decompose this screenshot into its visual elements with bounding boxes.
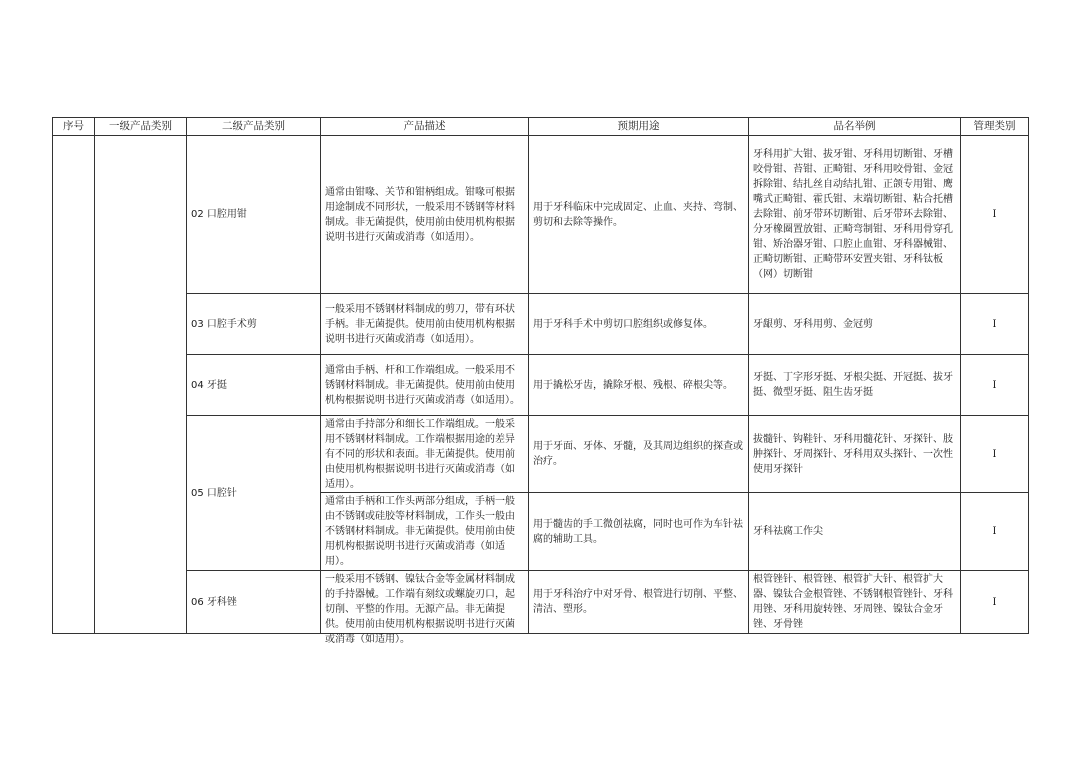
header-management-class: 管理类别 — [961, 118, 1029, 136]
description-cell-wrapper — [321, 571, 529, 645]
description-cell: 通常由钳喙、关节和钳柄组成。钳喙可根据用途制成不同形状，一般采用不锈钢等材料制成。非无菌提供，使用前由使用机构根据说明书进行灭菌或消毒（如适用）。 — [321, 136, 529, 294]
table-row — [53, 571, 1029, 634]
table-header-row — [53, 118, 1029, 136]
description-cell: 通常由手柄、杆和工作端组成。一般采用不锈钢材料制成。非无菌提供。使用前由使用机构根据说明书进行灭菌或消毒（如适用）。 — [321, 355, 529, 416]
management-class-cell: I — [961, 416, 1029, 493]
serial-cell — [53, 136, 95, 634]
table-row — [53, 294, 1029, 355]
management-class-cell: I — [961, 493, 1029, 571]
description-cell: 通常由手柄和工作头两部分组成，手柄一般由不锈钢或硅胶等材料制成，工作头一般由不锈钢材料制成。非无菌提供。使用前由使用机构根据说明书进行灭菌或消毒（如适用）。 — [321, 493, 529, 571]
header-serial: 序号 — [53, 118, 95, 136]
header-primary-category: 一级产品类别 — [95, 118, 187, 136]
management-class-cell: I — [961, 571, 1029, 634]
table-row — [53, 416, 1029, 493]
intended-use-cell: 用于牙科手术中剪切口腔组织或修复体。 — [529, 294, 749, 355]
examples-cell: 牙科祛腐工作尖 — [749, 493, 961, 571]
header-product-description: 产品描述 — [321, 118, 529, 136]
intended-use-cell: 用于牙面、牙体、牙髓，及其周边组织的探查或治疗。 — [529, 416, 749, 493]
primary-category-cell — [95, 136, 187, 634]
table-row — [53, 136, 1029, 294]
table-row — [53, 355, 1029, 416]
examples-cell: 牙挺、丁字形牙挺、牙根尖挺、开冠挺、拔牙挺、微型牙挺、阻生齿牙挺 — [749, 355, 961, 416]
header-intended-use: 预期用途 — [529, 118, 749, 136]
intended-use-cell: 用于牙科治疗中对牙骨、根管进行切削、平整、清洁、塑形。 — [529, 571, 749, 634]
management-class-cell: I — [961, 136, 1029, 294]
management-class-cell: I — [961, 294, 1029, 355]
secondary-category-cell: 03 口腔手术剪 — [187, 294, 321, 355]
intended-use-cell: 用于髓齿的手工微创祛腐，同时也可作为车针祛腐的辅助工具。 — [529, 493, 749, 571]
management-class-cell: I — [961, 355, 1029, 416]
description-cell: 一般采用不锈钢材料制成的剪刀，带有环状手柄。非无菌提供。使用前由使用机构根据说明书进行灭菌或消毒（如适用）。 — [321, 294, 529, 355]
secondary-category-cell: 05 口腔针 — [187, 416, 321, 571]
secondary-category-cell: 04 牙挺 — [187, 355, 321, 416]
description-cell: 通常由手持部分和细长工作端组成。一般采用不锈钢材料制成。工作端根据用途的差异有不同的形状和表面。非无菌提供。使用前由使用机构根据说明书进行灭菌或消毒（如适用）。 — [321, 416, 529, 493]
header-product-examples: 品名举例 — [749, 118, 961, 136]
intended-use-cell: 用于撬松牙齿，撬除牙根、残根、碎根尖等。 — [529, 355, 749, 416]
examples-cell: 根管锉针、根管锉、根管扩大针、根管扩大器、镍钛合金根管锉、不锈钢根管锉针、牙科用锉、牙科用旋转锉、牙周锉、镍钛合金牙锉、牙骨锉 — [749, 571, 961, 634]
examples-cell: 牙龈剪、牙科用剪、金冠剪 — [749, 294, 961, 355]
examples-cell: 牙科用扩大钳、拔牙钳、牙科用切断钳、牙槽咬骨钳、苔钳、正畸钳、牙科用咬骨钳、金冠拆除钳、结扎丝自动结扎钳、正颌专用钳、鹰嘴式正畸钳、霍氏钳、末端切断钳、粘合托槽去除钳、前牙带环切断钳、后牙带环去除钳、分牙橡圈置放钳、正畸弯制钳、牙科用骨穿孔钳、矫治器牙钳、口腔止血钳、牙科器械钳、正畸切断钳、正畸带环安置夹钳、牙科钛板（网）切断钳 — [749, 136, 961, 294]
examples-cell: 拔髓针、钩鞋针、牙科用髓花针、牙探针、肢肿探针、牙周探针、牙科用双头探针、一次性使用牙探针 — [749, 416, 961, 493]
intended-use-cell: 用于牙科临床中完成固定、止血、夹持、弯制、剪切和去除等操作。 — [529, 136, 749, 294]
classification-table — [52, 117, 1029, 645]
secondary-category-cell: 06 牙科锉 — [187, 571, 321, 634]
header-secondary-category: 二级产品类别 — [187, 118, 321, 136]
secondary-category-cell: 02 口腔用钳 — [187, 136, 321, 294]
description-cell: 一般采用不锈钢、镍钛合金等金属材料制成的手持器械。工作端有刻纹或螺旋刃口，起切削、平整的作用。无源产品。非无菌提供。使用前由使用机构根据说明书进行灭菌或消毒（如适用）。 — [325, 573, 515, 645]
